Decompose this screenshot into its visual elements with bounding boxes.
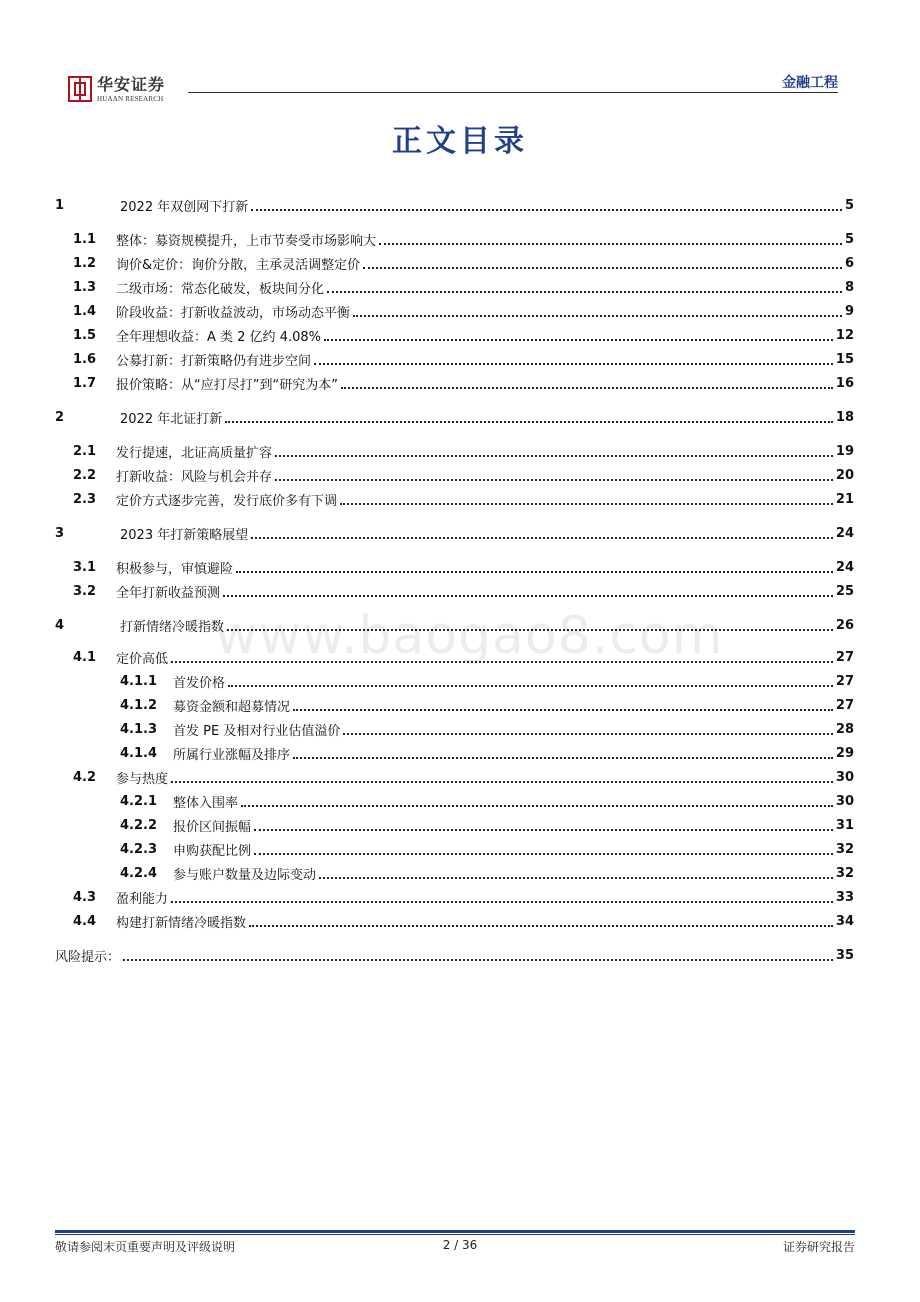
toc-leader-dots [236,570,833,573]
toc-entry[interactable] [55,440,854,462]
toc-entry-title: 询价&定价：询价分散，主承灵活调整定价 [116,257,361,273]
logo-chinese-name: 华安证券 [97,75,166,94]
section-tag: 金融工程 [782,75,838,91]
toc-entry[interactable] [55,556,854,578]
toc-leader-dots [275,454,833,457]
toc-entry[interactable] [55,742,854,764]
toc-entry-number: 4.3 [73,889,97,905]
toc-entry-title: 所属行业涨幅及排序 [173,747,291,763]
toc-entry[interactable] [55,862,854,884]
toc-entry-page: 24 [835,559,854,575]
toc-entry-page: 30 [835,769,854,785]
toc-entry-number: 2.1 [73,443,97,459]
toc-entry-title: 全年打新收益预测 [116,585,221,601]
toc-leader-dots [324,338,833,341]
toc-entry[interactable] [55,276,854,298]
toc-entry-title: 2023 年打新策略展望 [120,527,249,543]
toc-entry-page: 29 [835,745,854,761]
toc-entry-page: 5 [844,197,854,213]
toc-entry-title: 阶段收益：打新收益波动，市场动态平衡 [116,305,351,321]
toc-entry-number: 4.1.1 [120,673,158,689]
toc-entry[interactable] [55,694,854,716]
toc-entry-number: 1.3 [73,279,97,295]
toc-entry-page: 12 [835,327,854,343]
toc-entry-number: 4.2.1 [120,793,158,809]
toc-leader-dots [225,420,833,423]
toc-entry-page: 27 [835,649,854,665]
toc-entry[interactable] [55,228,854,250]
toc-entry-number: 1.4 [73,303,97,319]
watermark: www.baogao8.com [215,606,724,666]
toc-entry-title: 打新收益：风险与机会并存 [116,469,273,485]
toc-entry-title: 构建打新情绪冷暖指数 [116,915,247,931]
toc-entry[interactable] [55,252,854,274]
toc-entry-page: 19 [835,443,854,459]
toc-leader-dots [171,780,833,783]
toc-entry-number: 4 [55,617,65,633]
toc-entry-title: 定价高低 [116,651,169,667]
toc-entry-page: 30 [835,793,854,809]
toc-entry[interactable] [55,372,854,394]
footer-divider-thin [55,1234,855,1235]
toc-entry-page: 27 [835,673,854,689]
toc-entry-number: 4.1 [73,649,97,665]
toc-leader-dots [251,208,842,211]
footer-divider [55,1230,855,1233]
toc-entry-title: 报价策略：从“应打尽打”到“研究为本” [116,377,338,393]
toc-entry-page: 21 [835,491,854,507]
toc-entry-number: 4.2.2 [120,817,158,833]
toc-entry[interactable] [55,522,854,544]
toc-entry-page: 8 [844,279,854,295]
header-divider [188,92,838,93]
toc-entry[interactable] [55,944,854,966]
toc-leader-dots [379,242,842,245]
toc-entry-number: 4.2 [73,769,97,785]
toc-entry-title: 首发 PE 及相对行业估值溢价 [173,723,341,739]
toc-entry-page: 15 [835,351,854,367]
toc-leader-dots [363,266,842,269]
toc-leader-dots [227,628,833,631]
toc-leader-dots [275,478,833,481]
toc-entry-title: 整体：募资规模提升，上市节奏受市场影响大 [116,233,377,249]
toc-entry-number: 2.3 [73,491,97,507]
toc-entry-title: 2022 年北证打新 [120,411,223,427]
toc-entry-title: 发行提速，北证高质量扩容 [116,445,273,461]
toc-leader-dots [341,386,833,389]
toc-entry-page: 20 [835,467,854,483]
toc-entry-title: 公募打新：打新策略仍有进步空间 [116,353,312,369]
toc-entry-title: 风险提示： [55,949,121,965]
toc-entry-page: 35 [835,947,854,963]
toc-entry[interactable] [55,614,854,636]
page-number: 2 / 36 [442,1238,478,1252]
toc-entry-number: 4.1.2 [120,697,158,713]
toc-entry-title: 全年理想收益：A 类 2 亿约 4.08% [116,329,321,345]
toc-entry[interactable] [55,838,854,860]
toc-entry[interactable] [55,580,854,602]
toc-entry-page: 9 [844,303,854,319]
toc-entry-title: 参与热度 [116,771,169,787]
toc-entry-page: 31 [835,817,854,833]
toc-leader-dots [254,828,833,831]
toc-entry[interactable] [55,766,854,788]
toc-entry[interactable] [55,646,854,668]
toc-entry[interactable] [55,464,854,486]
toc-leader-dots [340,502,833,505]
footer-report-type: 证券研究报告 [782,1240,855,1254]
toc-leader-dots [343,732,833,735]
toc-entry-page: 25 [835,583,854,599]
toc-leader-dots [223,594,833,597]
toc-entry-title: 首发价格 [173,675,226,691]
toc-leader-dots [241,804,833,807]
toc-entry[interactable] [55,910,854,932]
toc-leader-dots [293,756,833,759]
toc-entry[interactable] [55,488,854,510]
page-title: 正文目录 [392,124,528,159]
toc-entry-number: 4.1.3 [120,721,158,737]
toc-entry-page: 32 [835,865,854,881]
toc-entry-page: 24 [835,525,854,541]
toc-entry-title: 定价方式逐步完善，发行底价多有下调 [116,493,338,509]
toc-entry-number: 3.2 [73,583,97,599]
toc-leader-dots [319,876,833,879]
toc-leader-dots [171,900,833,903]
toc-entry-number: 4.2.3 [120,841,158,857]
toc-entry-title: 申购获配比例 [173,843,252,859]
toc-entry-page: 18 [835,409,854,425]
page-header [0,0,920,120]
toc-entry[interactable] [55,194,854,216]
toc-entry[interactable] [55,324,854,346]
toc-entry[interactable] [55,406,854,428]
toc-entry-title: 参与账户数量及边际变动 [173,867,317,883]
company-logo [68,76,165,104]
toc-entry-title: 积极参与，审慎避险 [116,561,234,577]
toc-entry-title: 二级市场：常态化破发，板块间分化 [116,281,325,297]
logo-mark-icon [68,76,92,102]
toc-entry-number: 1.2 [73,255,97,271]
toc-entry[interactable] [55,348,854,370]
toc-leader-dots [254,852,833,855]
toc-entry-number: 1.7 [73,375,97,391]
toc-leader-dots [327,290,842,293]
toc-entry-page: 5 [844,231,854,247]
toc-entry[interactable] [55,814,854,836]
footer-disclaimer: 敬请参阅末页重要声明及评级说明 [55,1240,236,1254]
toc-entry-number: 2 [55,409,65,425]
toc-entry-number: 3 [55,525,65,541]
toc-entry-number: 1.5 [73,327,97,343]
toc-entry-page: 33 [835,889,854,905]
toc-entry-title: 整体入围率 [173,795,239,811]
toc-entry-number: 4.2.4 [120,865,158,881]
toc-leader-dots [123,958,833,961]
toc-entry-title: 报价区间振幅 [173,819,252,835]
toc-entry[interactable] [55,790,854,812]
toc-entry-page: 16 [835,375,854,391]
toc-leader-dots [251,536,833,539]
toc-leader-dots [293,708,833,711]
toc-entry-page: 32 [835,841,854,857]
toc-entry-page: 26 [835,617,854,633]
toc-entry[interactable] [55,300,854,322]
toc-entry[interactable] [55,886,854,908]
toc-entry-number: 1 [55,197,65,213]
toc-entry-page: 28 [835,721,854,737]
toc-leader-dots [249,924,833,927]
toc-entry-number: 1.6 [73,351,97,367]
toc-leader-dots [314,362,833,365]
logo-english-name: HUAAN RESEARCH [97,95,164,103]
toc-entry-number: 2.2 [73,467,97,483]
toc-entry-page: 34 [835,913,854,929]
toc-entry-title: 盈利能力 [116,891,169,907]
toc-entry[interactable] [55,670,854,692]
toc-leader-dots [171,660,833,663]
toc-leader-dots [228,684,833,687]
toc-entry-page: 6 [844,255,854,271]
toc-leader-dots [353,314,842,317]
toc-entry-title: 募资金额和超募情况 [173,699,291,715]
toc-entry-page: 27 [835,697,854,713]
toc-entry-number: 1.1 [73,231,97,247]
toc-entry-title: 打新情绪冷暖指数 [120,619,225,635]
toc-entry-number: 4.1.4 [120,745,158,761]
toc-entry[interactable] [55,718,854,740]
toc-entry-title: 2022 年双创网下打新 [120,199,249,215]
toc-entry-number: 4.4 [73,913,97,929]
toc-entry-number: 3.1 [73,559,97,575]
